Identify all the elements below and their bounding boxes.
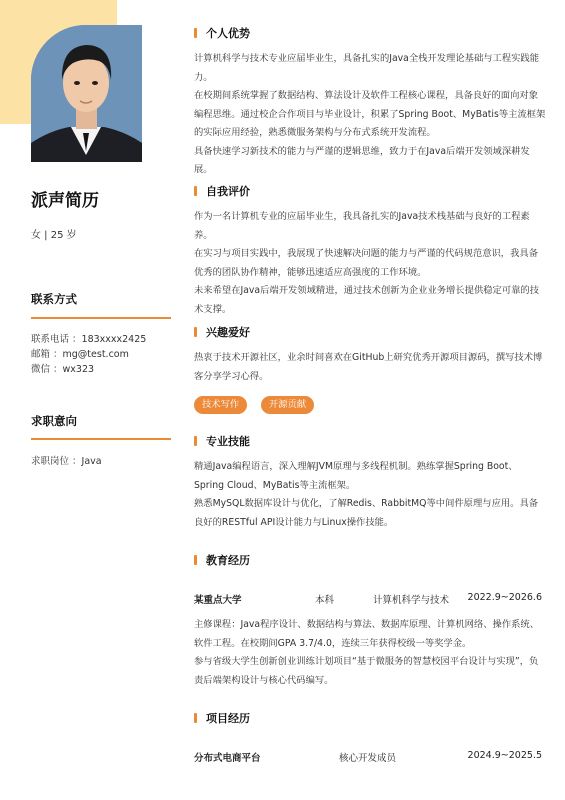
hobby-tag: 开源贡献 [261, 396, 314, 414]
education-major: 计算机科学与技术 [373, 595, 450, 606]
section-projects-title: 项目经历 [194, 711, 250, 725]
basic-info: 女 | 25 岁 [31, 230, 77, 241]
hobby-tag: 技术写作 [194, 396, 247, 414]
project-period: 2024.9~2025.5 [467, 750, 542, 761]
project-role: 核心开发成员 [339, 753, 397, 764]
section-hobbies-body: 热衷于技术开源社区，业余时间喜欢在GitHub上研究优秀开源项目源码，撰写技术博客分享学习心得。 [194, 352, 543, 382]
contact-heading: 联系方式 [31, 292, 77, 306]
section-evaluation-body: 作为一名计算机专业的应届毕业生，我具备扎实的Java技术栈基础与良好的工程素养。 在实习与项目实践中，我展现了快速解决问题的能力与严谨的代码规范意识，我具备优秀的团队协作精神，能够迅速适应高强度的工作环境。 未来希望在Java后端开发领域精进，通过技术创新为企业业务增长提供稳定可靠的技术支撑。 [194, 211, 540, 315]
section-marker [194, 28, 197, 38]
intention-position: 求职岗位 ：Java [31, 456, 102, 467]
section-skills-body: 精通Java编程语言，深入理解JVM原理与多线程机制。熟练掌握Spring Boot、Spring Cloud、MyBatis等主流框架。 熟悉MySQL数据库设计与优化，了解Redis、RabbitMQ等中间件原理与应用。具备良好的RESTful API设计能力与Linux操作技能。 [194, 461, 539, 528]
section-advantage-body: 计算机科学与技术专业应届毕业生，具备扎实的Java全栈开发理论基础与工程实践能力。 在校期间系统掌握了数据结构、算法设计及软件工程核心课程，具备良好的面向对象编程思维。通过校企合作项目与毕业设计，积累了Spring Boot、MyBatis等主流框架的实际应用经验，熟悉微服务架构与分布式系统开发流程。 具备快速学习新技术的能力与严谨的逻辑思维，致力于在Java后端开发领域深耕发展。 [194, 53, 546, 175]
contact-wechat: 微信 ：wx323 [31, 364, 95, 375]
section-advantage-title: 个人优势 [194, 26, 250, 40]
section-marker [194, 436, 197, 446]
education-period: 2022.9~2026.6 [467, 592, 542, 603]
project-name: 分布式电商平台 [194, 753, 261, 764]
section-marker [194, 713, 197, 723]
section-education-body: 主修课程：Java程序设计、数据结构与算法、数据库原理、计算机网络、操作系统、软件工程。在校期间GPA 3.7/4.0，连续三年获得校级一等奖学金。 参与省级大学生创新创业训练计划项目“基于微服务的智慧校园平台设计与实现”，负责后端架构设计与核心代码编写。 [194, 619, 540, 686]
section-hobbies-title: 兴趣爱好 [194, 325, 250, 339]
resume-title: 派声简历 [31, 191, 99, 211]
contact-divider [31, 317, 171, 319]
section-evaluation-title: 自我评价 [194, 184, 250, 198]
section-skills-title: 专业技能 [194, 434, 250, 448]
section-education-title: 教育经历 [194, 553, 250, 567]
section-marker [194, 327, 197, 337]
section-marker [194, 186, 197, 196]
profile-photo [31, 25, 142, 162]
contact-email: 邮箱 ：mg@test.com [31, 349, 129, 360]
intention-divider [31, 438, 171, 440]
section-marker [194, 555, 197, 565]
intention-heading: 求职意向 [31, 414, 77, 428]
education-school: 某重点大学 [194, 595, 242, 606]
contact-phone: 联系电话 ：183xxxx2425 [31, 334, 147, 345]
education-degree: 本科 [315, 595, 335, 606]
